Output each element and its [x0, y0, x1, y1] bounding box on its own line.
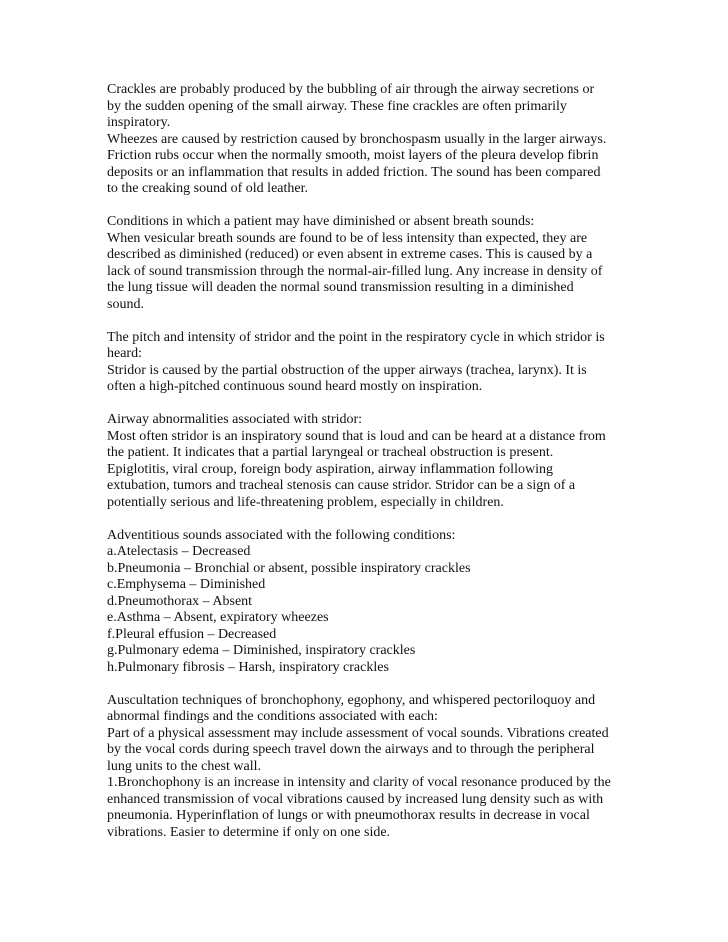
paragraph-diminished-breath-sounds	[107, 214, 627, 313]
text-line: Stridor is caused by the partial obstruction of the upper airways (trachea, larynx). It is	[107, 362, 587, 378]
text-line: by the sudden opening of the small airway. These fine crackles are often primarily	[107, 98, 567, 114]
text-line: Friction rubs occur when the normally smooth, moist layers of the pleura develop fibrin	[107, 148, 599, 163]
text-line: heard:	[107, 346, 142, 361]
text-line: the lung tissue will deaden the normal sound transmission resulting in a diminished	[107, 280, 574, 295]
text-line: pneumonia. Hyperinflation of lungs or with pneumothorax results in decrease in vocal	[107, 808, 590, 823]
list-item: b.Pneumonia – Bronchial or absent, possible inspiratory crackles	[107, 560, 471, 576]
list-item: c.Emphysema – Diminished	[107, 577, 266, 592]
paragraph-crackles-wheezes	[107, 82, 627, 198]
text-line: vibrations. Easier to determine if only on one side.	[107, 824, 391, 840]
text-line: Airway abnormalities associated with stridor:	[107, 412, 363, 427]
text-line: Conditions in which a patient may have diminished or absent breath sounds:	[107, 214, 535, 229]
text-line: When vesicular breath sounds are found to be of less intensity than expected, they are	[107, 230, 588, 246]
text-line: to the creaking sound of old leather.	[107, 181, 308, 196]
text-line: extubation, tumors and tracheal stenosis can cause stridor. Stridor can be a sign of a	[107, 478, 576, 493]
paragraph-auscultation-techniques	[107, 693, 627, 842]
text-line: Auscultation techniques of bronchophony, egophony, and whispered pectoriloquoy and	[107, 692, 596, 708]
list-heading: Adventitious sounds associated with the following conditions:	[107, 527, 456, 543]
document-page	[107, 82, 627, 858]
text-line: inspiratory.	[107, 115, 171, 130]
text-line: abnormal findings and the conditions associated with each:	[107, 709, 438, 724]
text-line: sound.	[107, 296, 144, 312]
paragraph-stridor-pitch	[107, 330, 627, 396]
list-item: a.Atelectasis – Decreased	[107, 544, 251, 559]
text-line: enhanced transmission of vocal vibrations caused by increased lung density such as with	[107, 791, 604, 807]
list-item: d.Pneumothorax – Absent	[107, 593, 253, 609]
list-item: g.Pulmonary edema – Diminished, inspiratory crackles	[107, 643, 416, 658]
text-line: often a high-pitched continuous sound heard mostly on inspiration.	[107, 379, 483, 394]
text-line: Wheezes are caused by restriction caused by bronchospasm usually in the larger airways.	[107, 131, 607, 147]
list-item: e.Asthma – Absent, expiratory wheezes	[107, 610, 329, 625]
text-line: by the vocal cords during speech travel down the airways and to through the peripheral	[107, 742, 595, 757]
paragraph-airway-abnormalities	[107, 412, 627, 511]
text-line: Most often stridor is an inspiratory sound that is loud and can be heard at a distance from	[107, 428, 606, 444]
text-line: Part of a physical assessment may include assessment of vocal sounds. Vibrations created	[107, 725, 609, 741]
text-line: deposits or an inflammation that results in added friction. The sound has been compared	[107, 164, 601, 180]
paragraph-adventitious-sounds-list	[107, 528, 627, 677]
text-line: 1.Bronchophony is an increase in intensity and clarity of vocal resonance produced by the	[107, 775, 611, 790]
text-line: the patient. It indicates that a partial laryngeal or tracheal obstruction is present.	[107, 445, 554, 460]
list-item: h.Pulmonary fibrosis – Harsh, inspiratory crackles	[107, 659, 389, 675]
list-item: f.Pleural effusion – Decreased	[107, 626, 277, 642]
text-line: lung units to the chest wall.	[107, 758, 261, 774]
text-line: The pitch and intensity of stridor and the point in the respiratory cycle in which stridor is	[107, 329, 605, 345]
text-line: lack of sound transmission through the normal-air-filled lung. Any increase in density of	[107, 263, 603, 279]
text-line: Crackles are probably produced by the bubbling of air through the airway secretions or	[107, 82, 595, 97]
text-line: described as diminished (reduced) or even absent in extreme cases. This is caused by a	[107, 247, 593, 262]
text-line: potentially serious and life-threatening problem, especially in children.	[107, 494, 504, 510]
text-line: Epiglotitis, viral croup, foreign body aspiration, airway inflammation following	[107, 461, 553, 477]
